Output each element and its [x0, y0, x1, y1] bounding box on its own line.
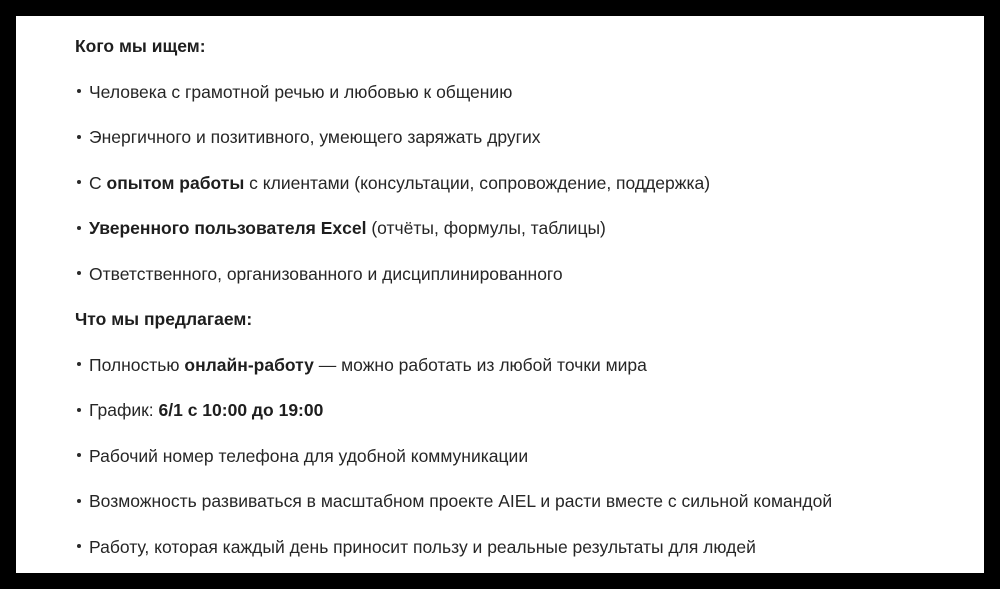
item-text: Работу, которая каждый день приносит пользу и реальные результаты для людей — [89, 536, 756, 557]
bullet-icon — [77, 408, 81, 412]
item-text-prefix: Полностью — [89, 354, 185, 375]
item-text-prefix: График: — [89, 400, 159, 420]
bullet-icon — [77, 226, 81, 230]
item-text-bold: опытом работы — [106, 172, 245, 193]
item-text-bold: Уверенного пользователя Excel — [89, 218, 367, 238]
bullet-icon — [77, 271, 81, 275]
item-text-bold: онлайн-работу — [184, 354, 314, 375]
list-item — [75, 77, 974, 123]
item-text: Возможность развиваться в масштабном проекте AIEL и расти вместе с сильной командой — [89, 491, 833, 511]
list-item — [75, 122, 974, 168]
bullet-icon — [77, 362, 81, 366]
list-item — [75, 395, 974, 441]
item-text: Энергичного и позитивного, умеющего заряжать других — [89, 127, 541, 147]
bullet-icon — [77, 135, 81, 139]
item-text-suffix: (отчёты, формулы, таблицы) — [366, 218, 606, 238]
bullet-icon — [77, 544, 81, 548]
vacancy-text — [75, 31, 974, 573]
item-text-suffix: — можно работать из любой точки мира — [313, 354, 647, 375]
list-item — [75, 486, 974, 532]
item-text: Рабочий номер телефона для удобной коммуникации — [89, 445, 529, 466]
section-heading-what-we-offer: Что мы предлагаем: — [75, 309, 253, 329]
bullet-icon — [77, 499, 81, 503]
list-item — [75, 168, 974, 214]
bullet-icon — [77, 453, 81, 457]
list-item — [75, 259, 974, 305]
section-heading-who-we-seek: Кого мы ищем: — [75, 36, 206, 56]
list-item — [75, 213, 974, 259]
list-item — [75, 350, 974, 396]
bullet-icon — [77, 89, 81, 93]
list-item — [75, 532, 974, 574]
item-text: Человека с грамотной речью и любовью к общению — [89, 81, 513, 102]
list-item — [75, 441, 974, 487]
document-frame — [16, 16, 984, 573]
item-text-bold: 6/1 с 10:00 до 19:00 — [158, 400, 324, 420]
item-text-suffix: с клиентами (консультации, сопровождение, поддержка) — [244, 172, 711, 193]
bullet-icon — [77, 180, 81, 184]
item-text-prefix: С — [89, 172, 107, 193]
item-text: Ответственного, организованного и дисциплинированного — [89, 263, 563, 284]
